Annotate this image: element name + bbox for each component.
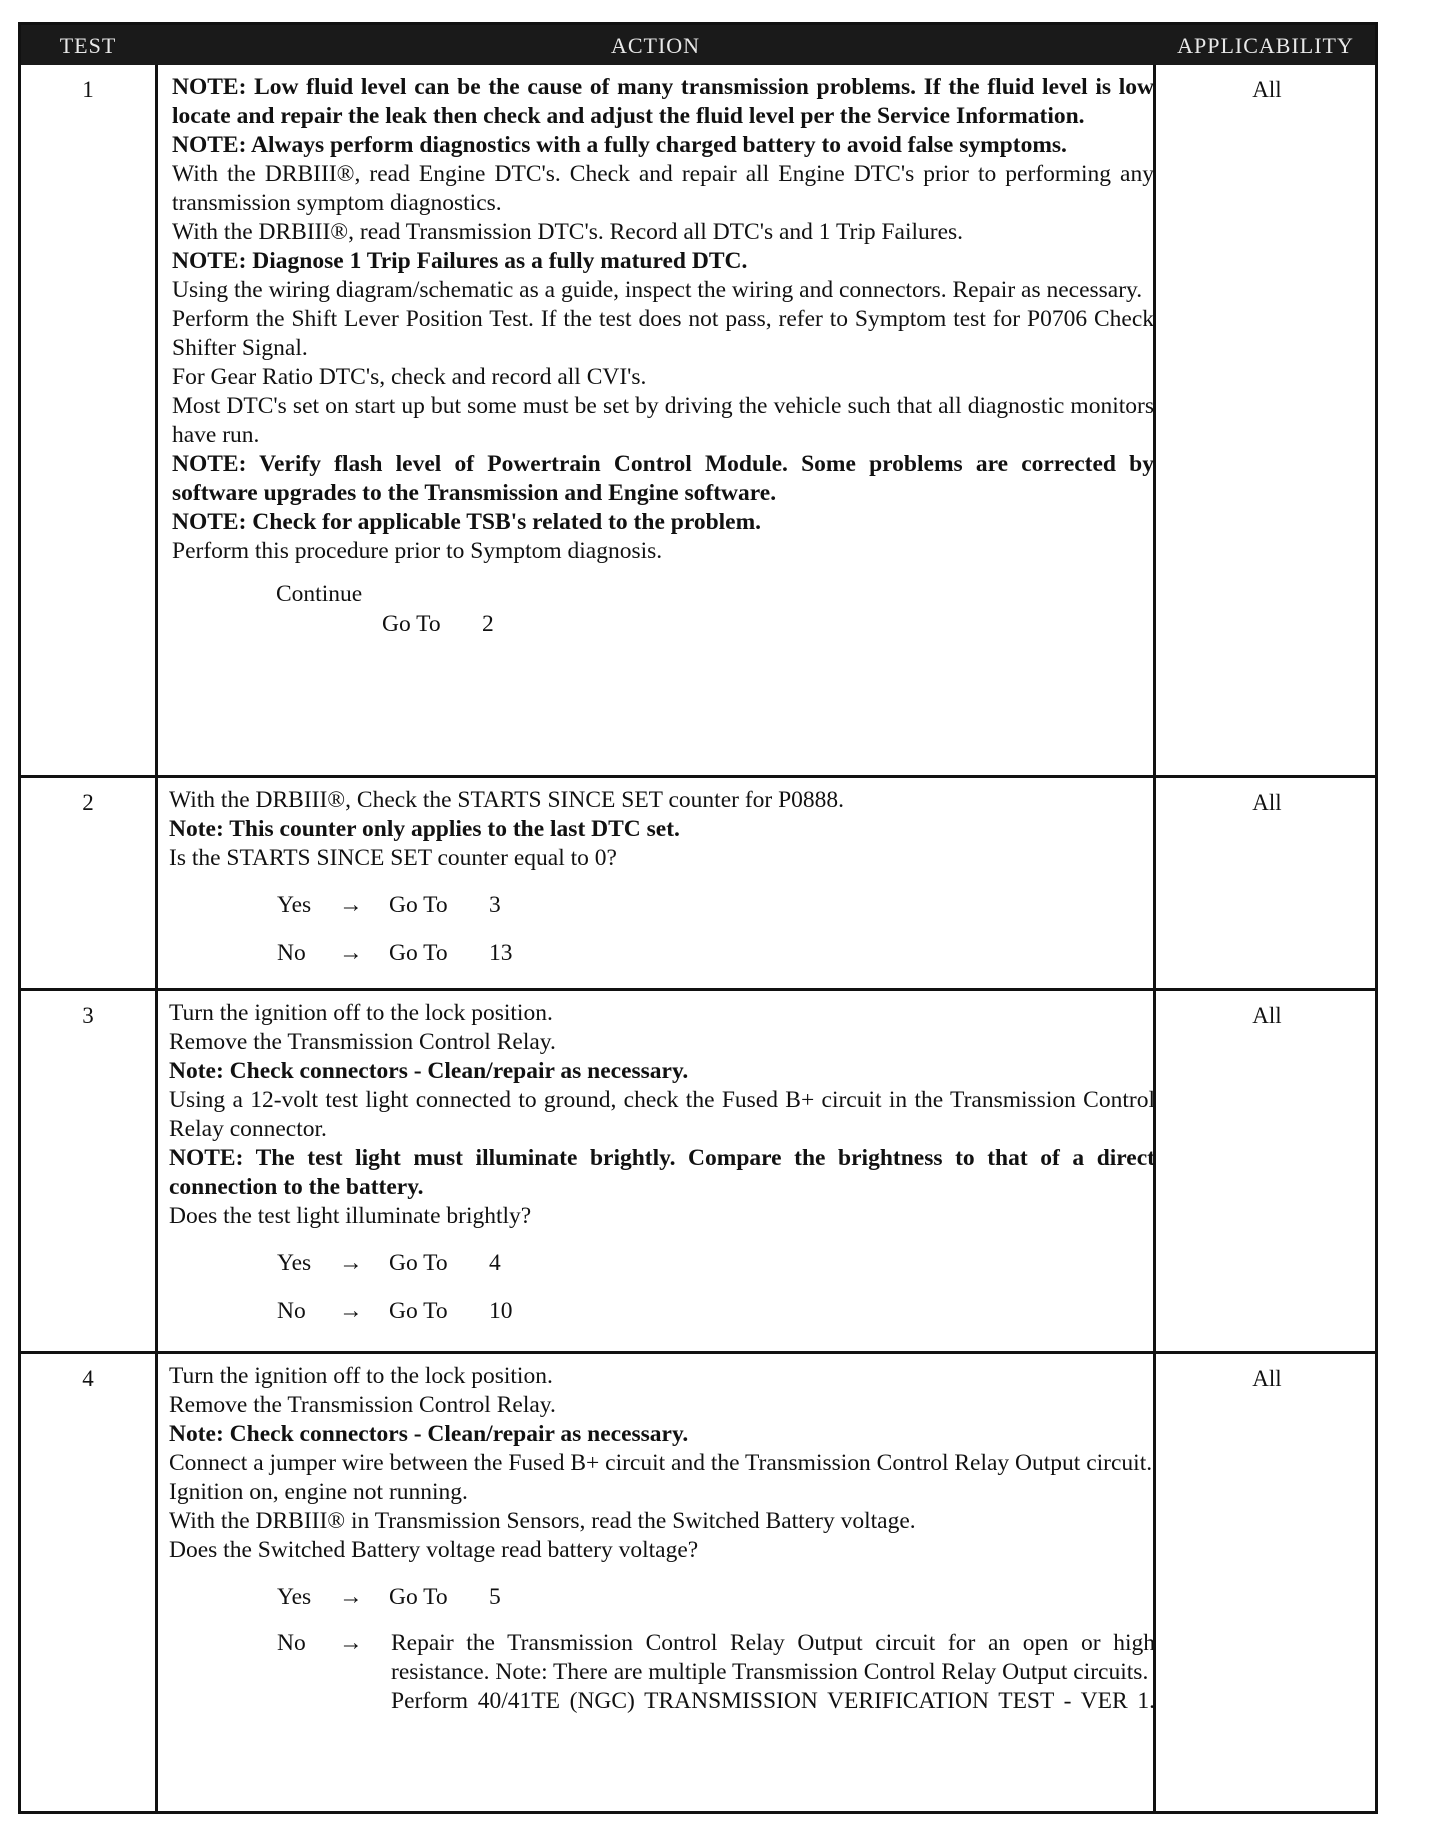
test-row-2 (21, 778, 1375, 991)
go-to-label: Go To (389, 940, 448, 966)
no-label: No (277, 1298, 306, 1324)
action-line: Does the test light illuminate brightly? (169, 1203, 532, 1229)
arrow-icon: → (339, 892, 363, 918)
test-applicability: All (1252, 790, 1282, 815)
test-action (169, 999, 1155, 1331)
verification-instruction: Perform 40/41TE (NGC) TRANSMISSION VERIFICATION TEST - VER 1. (391, 1688, 1155, 1714)
test-number: 1 (82, 77, 94, 102)
note-line: Note: Check connectors - Clean/repair as necessary. (169, 1421, 689, 1447)
note-line: Note: Check connectors - Clean/repair as necessary. (169, 1058, 689, 1084)
action-line: With the DRBIII® in Transmission Sensors, read the Switched Battery voltage. (169, 1508, 916, 1534)
go-to-label: Go To (389, 1584, 448, 1610)
test-action (169, 786, 1155, 973)
test-action (172, 73, 1154, 654)
test-action (169, 1362, 1155, 1716)
test-applicability: All (1252, 1003, 1282, 1028)
no-branch (169, 1629, 1155, 1716)
note-line: Note: This counter only applies to the last DTC set. (169, 816, 680, 842)
repair-instruction: Repair the Transmission Control Relay Output circuit for an open or high resistance. Note: There are multiple Transmission Control Relay Output circuits. (391, 1630, 1155, 1685)
go-to-label: Go To (389, 1298, 448, 1324)
action-line: Remove the Transmission Control Relay. (169, 1392, 556, 1418)
yes-label: Yes (277, 1250, 312, 1276)
yes-label: Yes (277, 892, 312, 918)
test-number: 4 (82, 1366, 94, 1391)
header-action: ACTION (610, 33, 701, 58)
note-line: NOTE: Verify flash level of Powertrain Control Module. Some problems are corrected by software upgrades to the Transmission and Engine software. (172, 451, 1154, 506)
table-header (21, 25, 1375, 65)
action-line: Does the Switched Battery voltage read battery voltage? (169, 1537, 699, 1563)
note-line: NOTE: Always perform diagnostics with a fully charged battery to avoid false symptoms. (172, 132, 1067, 158)
action-line: Is the STARTS SINCE SET counter equal to 0? (169, 845, 617, 871)
continue-block (172, 574, 1154, 654)
arrow-icon: → (339, 1298, 363, 1324)
action-line: With the DRBIII®, Check the STARTS SINCE SET counter for P0888. (169, 787, 845, 813)
test-number: 2 (82, 790, 94, 815)
test-row-3 (21, 991, 1375, 1354)
go-to-target: 3 (489, 892, 501, 918)
test-applicability: All (1252, 77, 1282, 102)
diagnostic-table (18, 22, 1378, 1814)
go-to-target: 5 (489, 1584, 501, 1610)
go-to-label: Go To (389, 1250, 448, 1276)
go-to-label: Go To (389, 892, 448, 918)
note-line: NOTE: The test light must illuminate brightly. Compare the brightness to that of a direct connection to the battery. (169, 1145, 1155, 1200)
action-line: With the DRBIII®, read Transmission DTC's. Record all DTC's and 1 Trip Failures. (172, 219, 964, 245)
action-line: Using the wiring diagram/schematic as a guide, inspect the wiring and connectors. Repair as necessary. (172, 277, 1143, 303)
action-line: Connect a jumper wire between the Fused B+ circuit and the Transmission Control Relay Output circuit. (169, 1450, 1153, 1476)
yes-branch (169, 1569, 1155, 1617)
arrow-icon: → (339, 940, 363, 966)
header-test: TEST (59, 33, 117, 58)
action-line: Using a 12-volt test light connected to ground, check the Fused B+ circuit in the Transmission Control Relay connector. (169, 1087, 1155, 1142)
action-line: Ignition on, engine not running. (169, 1479, 468, 1505)
yes-branch (169, 1235, 1155, 1283)
note-line: NOTE: Diagnose 1 Trip Failures as a fully matured DTC. (172, 248, 748, 274)
go-to-label: Go To (382, 611, 441, 637)
action-line: Turn the ignition off to the lock position. (169, 1000, 553, 1026)
go-to-target: 4 (489, 1250, 501, 1276)
no-label: No (277, 1630, 306, 1656)
no-branch (169, 1283, 1155, 1331)
go-to-target: 10 (489, 1298, 513, 1324)
arrow-icon: → (339, 1630, 363, 1656)
header-applicability: APPLICABILITY (1177, 33, 1354, 58)
go-to-target: 13 (489, 940, 513, 966)
no-branch-text (391, 1629, 1155, 1716)
action-line: For Gear Ratio DTC's, check and record all CVI's. (172, 364, 647, 390)
arrow-icon: → (339, 1250, 363, 1276)
test-applicability: All (1252, 1366, 1282, 1391)
note-line: NOTE: Check for applicable TSB's related to the problem. (172, 509, 762, 535)
continue-label: Continue (276, 581, 363, 607)
no-branch (169, 925, 1155, 973)
arrow-icon: → (339, 1584, 363, 1610)
test-row-4 (21, 1354, 1375, 1814)
note-line: NOTE: Low fluid level can be the cause of many transmission problems. If the fluid level is low locate and repair the leak then check and adjust the fluid level per the Service Information. (172, 74, 1154, 129)
action-line: Turn the ignition off to the lock position. (169, 1363, 553, 1389)
yes-label: Yes (277, 1584, 312, 1610)
action-line: Remove the Transmission Control Relay. (169, 1029, 556, 1055)
action-line: Perform the Shift Lever Position Test. If the test does not pass, refer to Symptom test for P0706 Check Shifter Signal. (172, 306, 1154, 361)
action-line: Perform this procedure prior to Symptom diagnosis. (172, 538, 663, 564)
no-label: No (277, 940, 306, 966)
test-row-1 (21, 65, 1375, 778)
action-line: Most DTC's set on start up but some must be set by driving the vehicle such that all diagnostic monitors have run. (172, 393, 1154, 448)
go-to-target: 2 (482, 611, 494, 637)
action-line: With the DRBIII®, read Engine DTC's. Check and repair all Engine DTC's prior to performing any transmission symptom diagnostics. (172, 161, 1154, 216)
test-number: 3 (82, 1003, 94, 1028)
yes-branch (169, 877, 1155, 925)
